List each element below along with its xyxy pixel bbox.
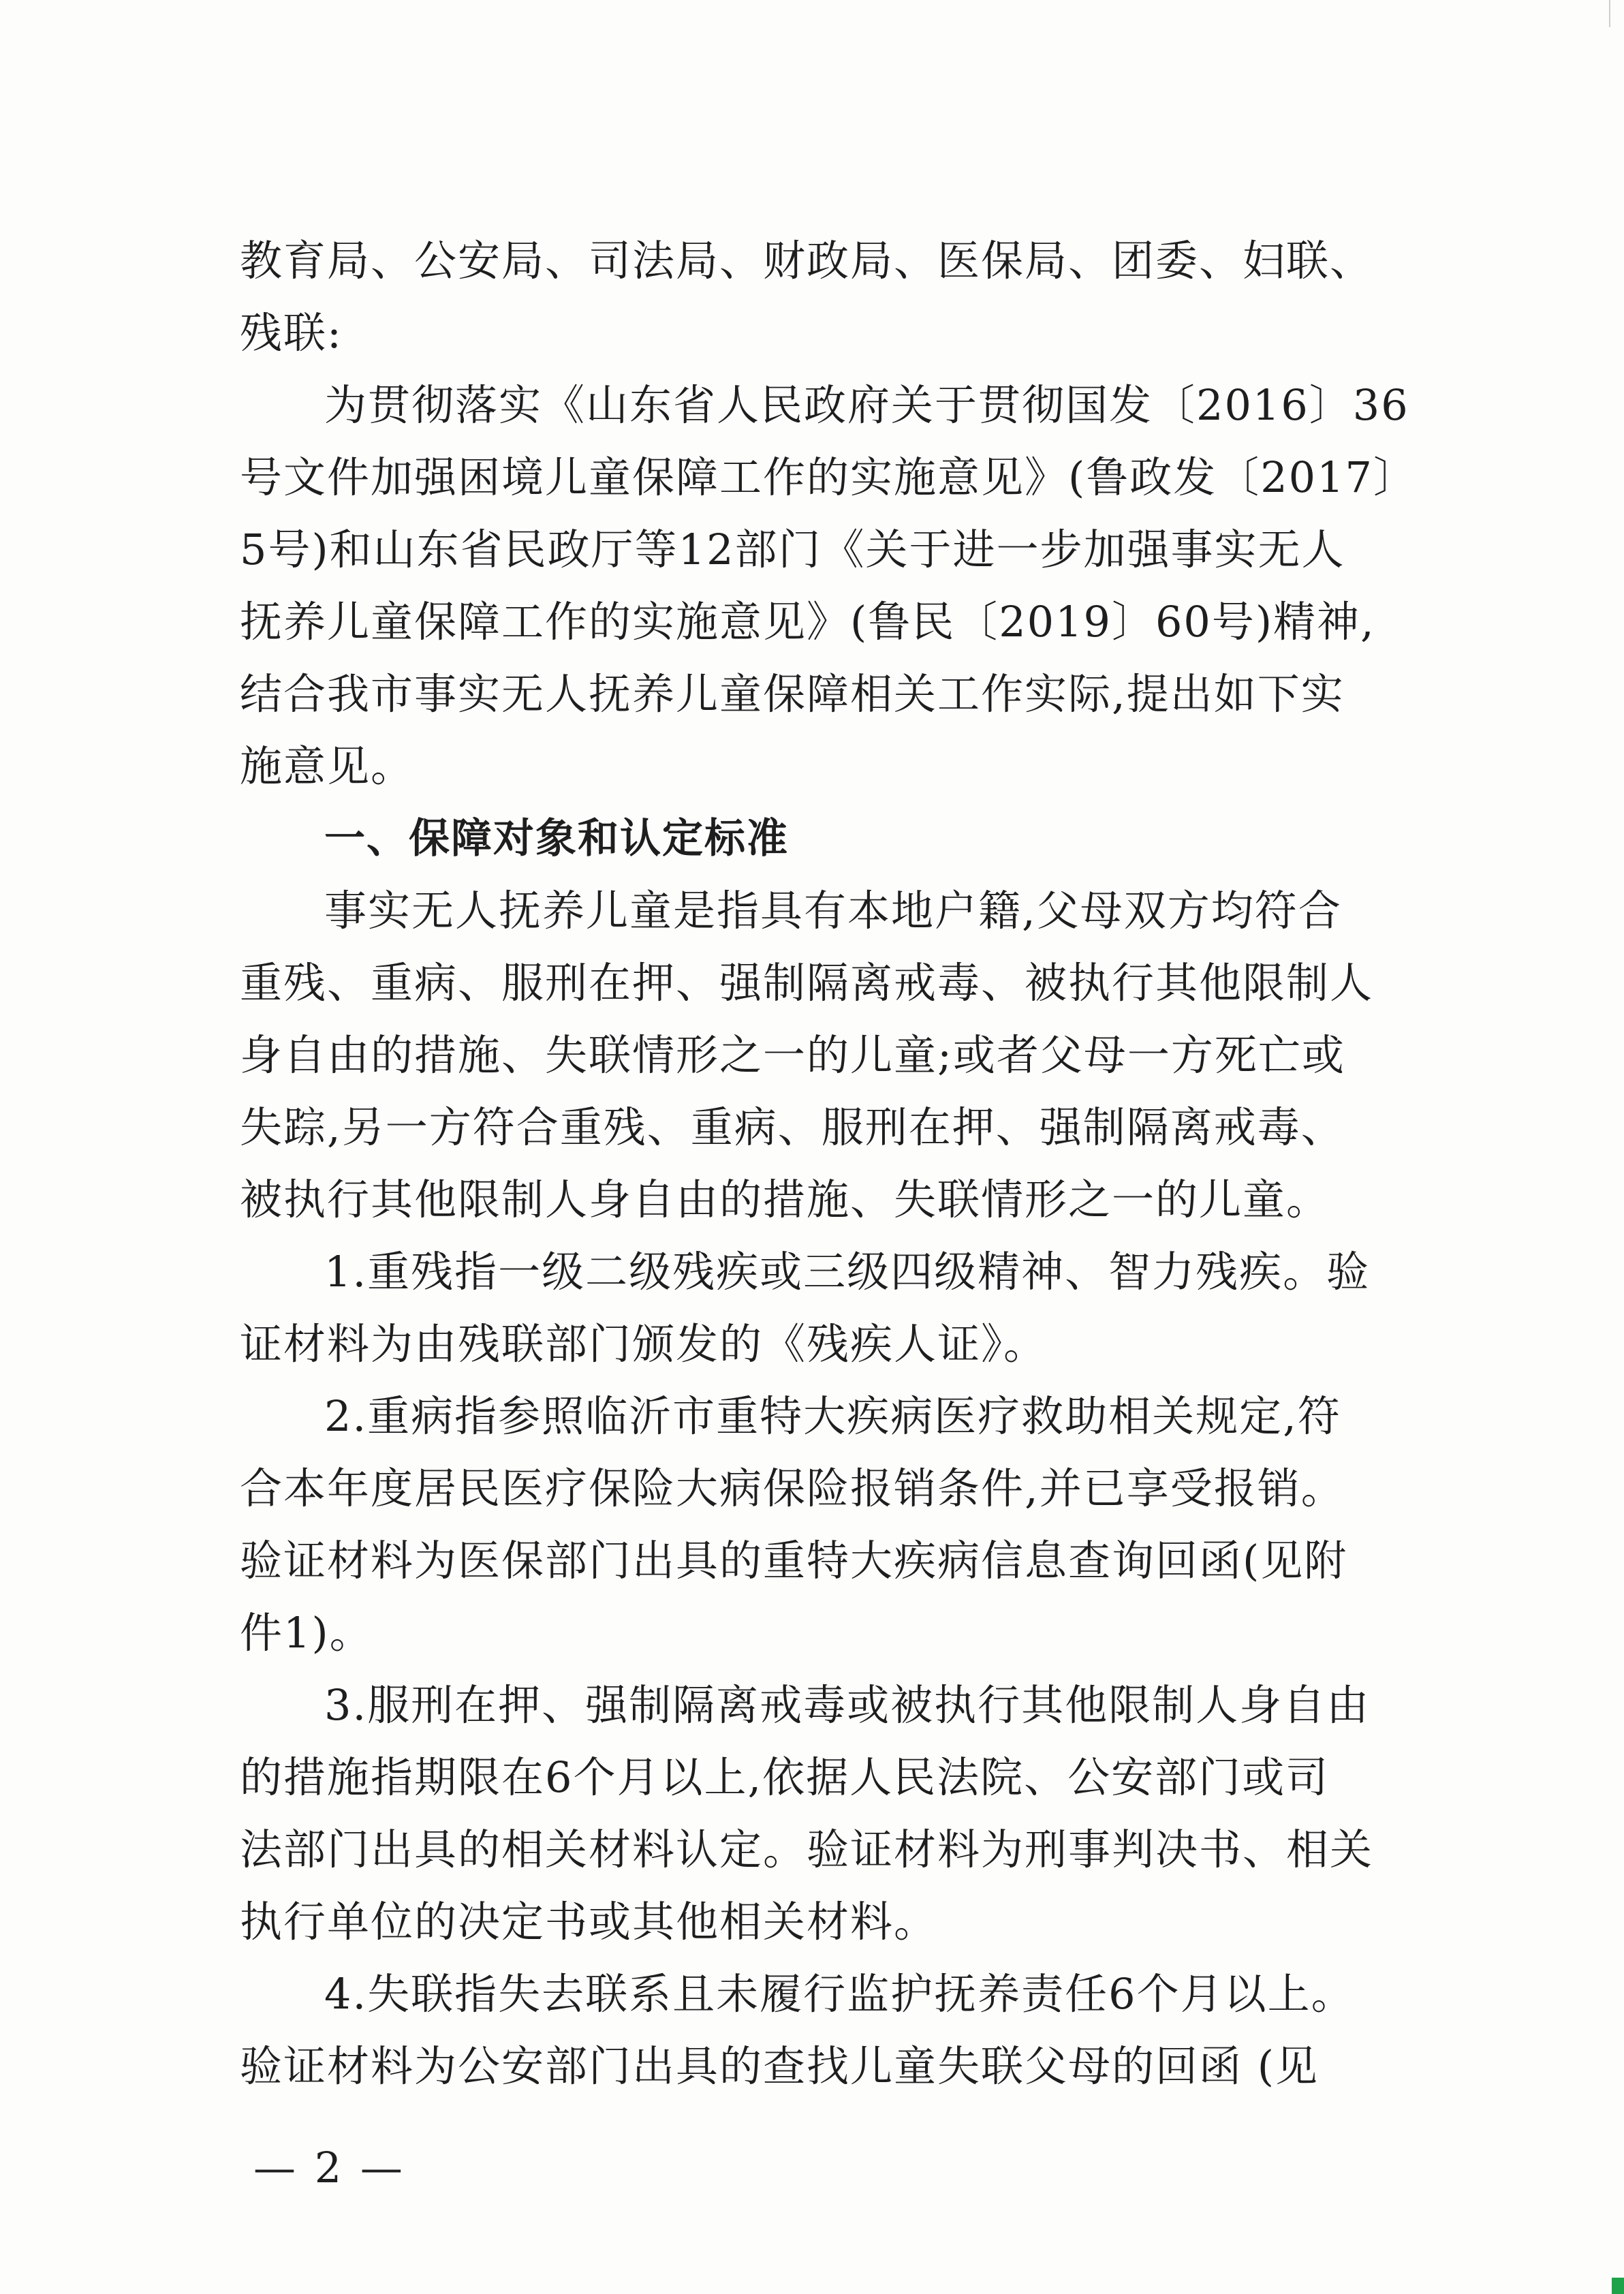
document-body (240, 225, 1417, 2103)
text-line: 结合我市事实无人抚养儿童保障相关工作实际,提出如下实 (240, 669, 1345, 719)
corner-marker-icon (1612, 2278, 1624, 2294)
text-line: 证材料为由残联部门颁发的《残疾人证》。 (240, 1319, 1048, 1369)
text-line: 5号)和山东省民政厅等12部门《关于进一步加强事实无人 (240, 525, 1345, 574)
text-line: 合本年度居民医疗保险大病保险报销条件,并已享受报销。 (240, 1463, 1345, 1513)
text-line: 失踪,另一方符合重残、重病、服刑在押、强制隔离戒毒、 (240, 1102, 1345, 1152)
text-line: 教育局、公安局、司法局、财政局、医保局、团委、妇联、 (240, 236, 1374, 285)
text-line: 抚养儿童保障工作的实施意见》(鲁民〔2019〕60号)精神, (240, 597, 1375, 647)
text-line: 身自由的措施、失联情形之一的儿童;或者父母一方死亡或 (240, 1030, 1345, 1080)
text-line: 号文件加强困境儿童保障工作的实施意见》(鲁政发〔2017〕 (240, 452, 1417, 502)
text-line: 事实无人抚养儿童是指具有本地户籍,父母双方均符合 (324, 886, 1342, 935)
text-line: 重残、重病、服刑在押、强制隔离戒毒、被执行其他限制人 (240, 958, 1374, 1008)
text-line: 4.失联指失去联系且未履行监护抚养责任6个月以上。 (324, 1969, 1355, 2019)
text-line: 为贯彻落实《山东省人民政府关于贯彻国发〔2016〕36 (324, 380, 1409, 430)
text-line: 2.重病指参照临沂市重特大疾病医疗救助相关规定,符 (324, 1391, 1341, 1441)
scan-edge-mark (1609, 0, 1610, 27)
text-line: 件1)。 (240, 1608, 373, 1658)
text-line: 3.服刑在押、强制隔离戒毒或被执行其他限制人身自由 (324, 1680, 1371, 1730)
text-line: 施意见。 (240, 741, 415, 791)
page-number: — 2 — (253, 2143, 405, 2192)
text-line: 残联: (240, 308, 343, 358)
text-line: 1.重残指一级二级残疾或三级四级精神、智力残疾。验 (324, 1247, 1371, 1297)
text-line: 的措施指期限在6个月以上,依据人民法院、公安部门或司 (240, 1752, 1330, 1802)
text-line: 验证材料为医保部门出具的重特大疾病信息查询回函(见附 (240, 1536, 1348, 1585)
text-line: 执行单位的决定书或其他相关材料。 (240, 1897, 938, 1947)
text-line: 法部门出具的相关材料认定。验证材料为刑事判决书、相关 (240, 1825, 1374, 1874)
section-heading: 一、保障对象和认定标准 (324, 815, 789, 863)
text-line: 被执行其他限制人身自由的措施、失联情形之一的儿童。 (240, 1175, 1330, 1224)
text-line: 验证材料为公安部门出具的查找儿童失联父母的回函 (见 (240, 2041, 1319, 2091)
